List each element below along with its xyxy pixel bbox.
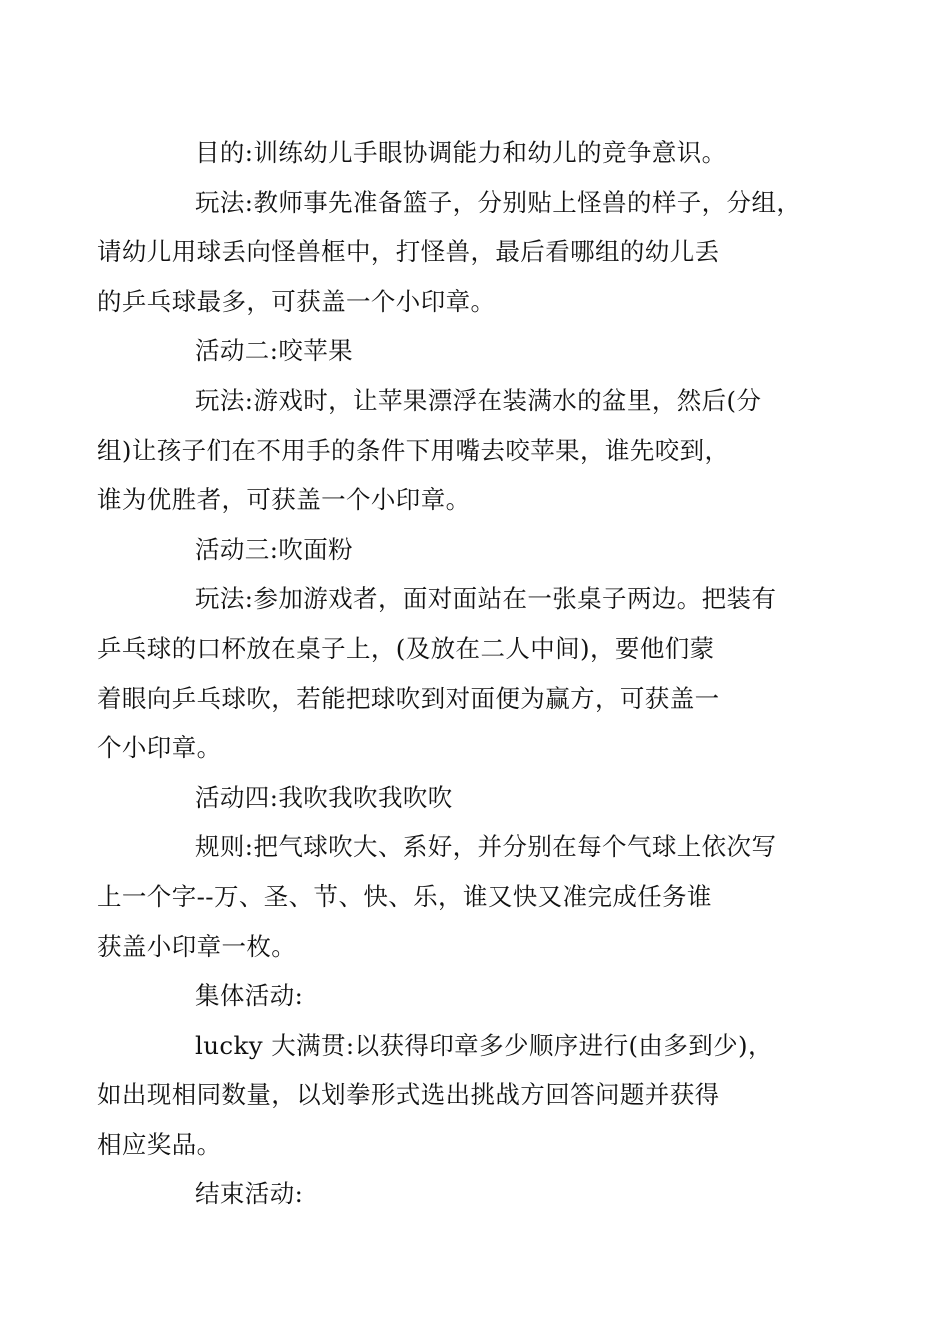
text-line: 结束活动:	[195, 1179, 304, 1209]
text-line: 活动四:我吹我吹我吹吹	[195, 782, 453, 812]
paragraph-gameplay-flour	[97, 574, 826, 772]
heading-activity-three	[146, 525, 826, 575]
heading-activity-two	[146, 326, 826, 376]
text-line: 目的:训练幼儿手眼协调能力和幼儿的竞争意识。	[195, 138, 727, 167]
text-line: 组)让孩子们在不用手的条件下用嘴去咬苹果，谁先咬到，	[97, 435, 730, 465]
paragraph-lucky-grand-slam	[97, 1021, 826, 1170]
text-line: 玩法:教师事先准备篮子，分别贴上怪兽的样子，分组，	[195, 187, 802, 217]
text-line: 活动二:咬苹果	[195, 336, 354, 366]
text-line: 玩法:参加游戏者，面对面站在一张桌子两边。把装有	[195, 584, 777, 614]
text-line: 上一个字--万、圣、节、快、乐，谁又快又准完成任务谁	[97, 881, 712, 911]
text-line: 规则:把气球吹大、系好，并分别在每个气球上依次写	[195, 832, 777, 862]
text-line: 个小印章。	[97, 733, 222, 763]
heading-group-activity	[146, 971, 826, 1021]
heading-activity-four	[146, 773, 826, 823]
paragraph-gameplay-apple	[97, 376, 826, 525]
paragraph-gameplay-monster	[97, 178, 826, 327]
heading-closing-activity	[146, 1169, 826, 1219]
text-line: 乒乓球的口杯放在桌子上，(及放在二人中间)，要他们蒙	[97, 633, 715, 663]
text-line: 集体活动:	[195, 981, 304, 1011]
text-line: 谁为优胜者，可获盖一个小印章。	[97, 485, 471, 515]
text-line: lucky 大满贯:以获得印章多少顺序进行(由多到少)，	[195, 1030, 773, 1060]
text-line: 相应奖品。	[97, 1129, 222, 1159]
text-line: 请幼儿用球丢向怪兽框中，打怪兽，最后看哪组的幼儿丢	[97, 237, 720, 267]
text-line: 的乒乓球最多，可获盖一个小印章。	[97, 286, 496, 316]
paragraph-purpose	[146, 128, 826, 178]
text-line: 活动三:吹面粉	[195, 534, 354, 564]
text-line: 获盖小印章一枚。	[97, 931, 297, 961]
text-line: 着眼向乒乓球吹，若能把球吹到对面便为赢方，可获盖一	[97, 683, 720, 713]
paragraph-rules-balloon	[97, 822, 826, 971]
document-body	[97, 128, 826, 1219]
text-line: 如出现相同数量，以划拳形式选出挑战方回答问题并获得	[97, 1080, 720, 1110]
text-line: 玩法:游戏时，让苹果漂浮在装满水的盆里，然后(分	[195, 385, 762, 415]
